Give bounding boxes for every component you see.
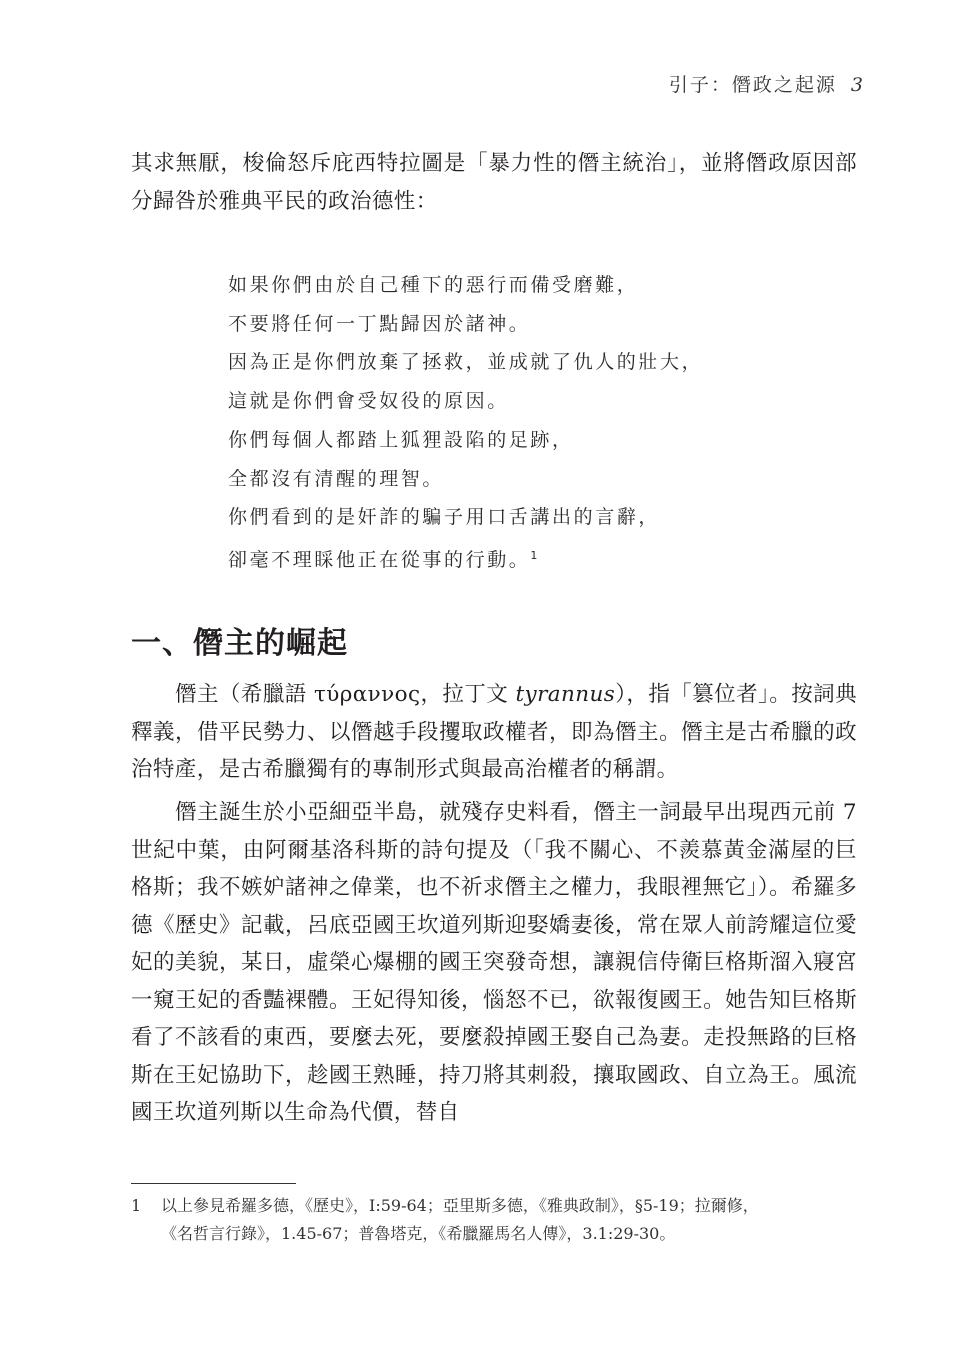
solon-verse-quote (228, 266, 703, 580)
page-number: 3 (850, 74, 863, 96)
latin-term: tyrannus (515, 682, 616, 707)
footnote (131, 1192, 861, 1248)
footnote-divider (131, 1183, 296, 1184)
verse-line: 如果你們由於自己種下的惡行而備受磨難， (228, 274, 639, 296)
verse-line: 這就是你們會受奴役的原因。 (228, 390, 509, 413)
verse-line: 你們每個人都踏上狐狸設陷的足跡， (228, 428, 574, 451)
paragraph-text: ），指「篡位者」。按詞典釋義，借平民勢力、以僭越手段攫取政權者，即為僭主。僭主是古希臘的政治特產，是古希臘獨有的專制形式與最高治權者的稱謂。 (131, 682, 857, 782)
footnote-line-2: 《名哲言行錄》，1.45-67；普魯塔克，《希臘羅馬名人傳》，3.1:29-30。 (161, 1224, 676, 1243)
footnote-line-1: 以上參見希羅多德，《歷史》，I:59-64；亞里斯多德，《雅典政制》，§5-19；拉爾修， (161, 1196, 759, 1215)
section-heading: 一、僭主的崛起 (131, 626, 348, 661)
verse-line-last (228, 537, 703, 580)
verse-line-text: 卻毫不理睬他正在從事的行動。 (228, 548, 531, 571)
footnote-reference[interactable]: 1 (530, 548, 538, 562)
paragraph-text: 僭主（希臘語 (175, 682, 314, 707)
paragraph-text: ，拉丁文 (420, 682, 516, 707)
footnote-number: 1 (131, 1196, 142, 1215)
running-header (669, 70, 863, 97)
greek-term: τύραννος (313, 682, 421, 707)
verse-line: 不要將任何一丁點歸因於諸神。 (228, 312, 531, 335)
verse-line: 因為正是你們放棄了拯救，並成就了仇人的壯大， (228, 351, 704, 374)
verse-line: 全都沒有清醒的理智。 (228, 467, 445, 490)
header-title: 引子：僭政之起源 (668, 74, 837, 96)
paragraph-tyrant-origin: 僭主誕生於小亞細亞半島，就殘存史料看，僭主一詞最早出現西元前 7 世紀中葉，由阿爾基洛科斯的詩句提及（「我不關心、不羨慕黃金滿屋的巨格斯；我不嫉妒諸神之偉業，也不祈求僭主之權力，我眼裡無它」）。希羅多德《歷史》記載，呂底亞國王坎道列斯迎娶嬌妻後，常在眾人前誇耀這位愛妃的美貌，某日，虛榮心爆棚的國王突發奇想，讓親信侍衛巨格斯溜入寢宮一窺王妃的香豔裸體。王妃得知後，惱怒不已，欲報復國王。她告知巨格斯看了不該看的東西，要麼去死，要麼殺掉國王娶自己為妻。走投無路的巨格斯在王妃協助下，趁國王熟睡，持刀將其刺殺，攘取國政、自立為王。風流國王坎道列斯以生命為代價，替自 (131, 800, 857, 1125)
paragraph-tyrant-definition (131, 676, 857, 789)
verse-line: 你們看到的是奸詐的騙子用口舌講出的言辭， (228, 506, 661, 529)
intro-paragraph: 其求無厭，梭倫怒斥庇西特拉圖是「暴力性的僭主統治」，並將僭政原因部分歸咎於雅典平民的政治德性： (131, 151, 857, 214)
